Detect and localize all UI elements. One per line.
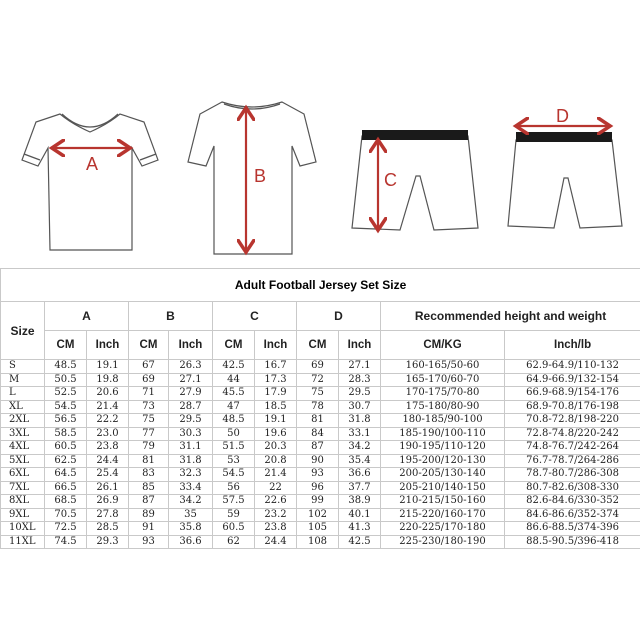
table-cell: 24.4 <box>255 535 297 549</box>
size-cell: 2XL <box>1 414 45 428</box>
table-cell: 17.3 <box>255 373 297 387</box>
table-cell: 36.6 <box>339 468 381 482</box>
table-cell: 66.9-68.9/154-176 <box>505 387 640 401</box>
table-cell: 160-165/50-60 <box>381 360 505 374</box>
table-cell: 48.5 <box>213 414 255 428</box>
table-cell: 85 <box>129 481 169 495</box>
shorts-back-outline <box>508 140 622 228</box>
table-cell: 23.8 <box>255 522 297 536</box>
table-cell: 96 <box>297 481 339 495</box>
jersey-back-figure <box>188 102 316 254</box>
table-cell: 195-200/120-130 <box>381 454 505 468</box>
table-row <box>1 400 640 414</box>
size-cell: 8XL <box>1 495 45 509</box>
table-cell: 50 <box>213 427 255 441</box>
table-cell: 64.5 <box>45 468 87 482</box>
table-cell: 68.5 <box>45 495 87 509</box>
table-cell: 66.5 <box>45 481 87 495</box>
size-cell: 3XL <box>1 427 45 441</box>
table-cell: 31.8 <box>339 414 381 428</box>
table-cell: 70.5 <box>45 508 87 522</box>
size-table <box>0 268 640 549</box>
table-cell: 210-215/150-160 <box>381 495 505 509</box>
table-cell: 225-230/180-190 <box>381 535 505 549</box>
table-cell: 34.2 <box>339 441 381 455</box>
table-cell: 41.3 <box>339 522 381 536</box>
table-cell: 21.4 <box>87 400 129 414</box>
group-header-c: C <box>213 302 297 331</box>
table-cell: 69 <box>129 373 169 387</box>
table-cell: 86.6-88.5/374-396 <box>505 522 640 536</box>
table-cell: 81 <box>297 414 339 428</box>
table-row <box>1 373 640 387</box>
table-cell: 170-175/70-80 <box>381 387 505 401</box>
table-cell: 33.1 <box>339 427 381 441</box>
table-cell: 35 <box>169 508 213 522</box>
table-cell: 32.3 <box>169 468 213 482</box>
table-cell: 175-180/80-90 <box>381 400 505 414</box>
size-cell: 6XL <box>1 468 45 482</box>
sub-header-a-cm: CM <box>45 331 87 360</box>
table-cell: 70.8-72.8/198-220 <box>505 414 640 428</box>
shorts-back-waistband <box>516 132 612 142</box>
table-cell: 22.6 <box>255 495 297 509</box>
sub-header-inch-lb: Inch/lb <box>505 331 640 360</box>
table-cell: 73 <box>129 400 169 414</box>
label-c: C <box>384 170 397 190</box>
shorts-front-figure <box>352 130 478 230</box>
table-cell: 60.5 <box>45 441 87 455</box>
table-cell: 29.3 <box>87 535 129 549</box>
size-column-header: Size <box>1 302 45 360</box>
table-cell: 24.4 <box>87 454 129 468</box>
table-cell: 53 <box>213 454 255 468</box>
table-row <box>1 481 640 495</box>
table-cell: 108 <box>297 535 339 549</box>
table-cell: 27.8 <box>87 508 129 522</box>
table-cell: 36.6 <box>169 535 213 549</box>
table-cell: 52.5 <box>45 387 87 401</box>
table-cell: 19.8 <box>87 373 129 387</box>
size-cell: 5XL <box>1 454 45 468</box>
size-cell: 9XL <box>1 508 45 522</box>
table-cell: 185-190/100-110 <box>381 427 505 441</box>
table-cell: 72.5 <box>45 522 87 536</box>
group-header-a: A <box>45 302 129 331</box>
table-cell: 91 <box>129 522 169 536</box>
table-cell: 37.7 <box>339 481 381 495</box>
table-cell: 90 <box>297 454 339 468</box>
table-cell: 68.9-70.8/176-198 <box>505 400 640 414</box>
table-cell: 27.9 <box>169 387 213 401</box>
measurement-diagrams <box>0 0 640 268</box>
table-cell: 54.5 <box>45 400 87 414</box>
table-cell: 205-210/140-150 <box>381 481 505 495</box>
table-cell: 77 <box>129 427 169 441</box>
table-cell: 26.3 <box>169 360 213 374</box>
table-row <box>1 508 640 522</box>
group-header-b: B <box>129 302 213 331</box>
table-row <box>1 522 640 536</box>
size-cell: S <box>1 360 45 374</box>
table-cell: 62.9-64.9/110-132 <box>505 360 640 374</box>
table-cell: 56 <box>213 481 255 495</box>
table-cell: 27.1 <box>339 360 381 374</box>
table-cell: 30.3 <box>169 427 213 441</box>
table-cell: 19.6 <box>255 427 297 441</box>
label-d: D <box>556 106 569 126</box>
table-cell: 35.4 <box>339 454 381 468</box>
table-cell: 34.2 <box>169 495 213 509</box>
table-cell: 71 <box>129 387 169 401</box>
table-cell: 16.7 <box>255 360 297 374</box>
table-cell: 75 <box>129 414 169 428</box>
table-cell: 18.5 <box>255 400 297 414</box>
shorts-front-outline <box>352 136 478 230</box>
table-cell: 87 <box>129 495 169 509</box>
table-row <box>1 427 640 441</box>
table-cell: 81 <box>129 454 169 468</box>
table-row <box>1 414 640 428</box>
table-cell: 57.5 <box>213 495 255 509</box>
size-cell: 10XL <box>1 522 45 536</box>
table-cell: 19.1 <box>255 414 297 428</box>
table-row <box>1 468 640 482</box>
table-cell: 20.6 <box>87 387 129 401</box>
table-cell: 28.7 <box>169 400 213 414</box>
size-table-body <box>1 360 640 549</box>
sub-header-b-cm: CM <box>129 331 169 360</box>
table-cell: 22 <box>255 481 297 495</box>
table-cell: 58.5 <box>45 427 87 441</box>
table-cell: 93 <box>129 535 169 549</box>
table-cell: 28.5 <box>87 522 129 536</box>
table-cell: 74.8-76.7/242-264 <box>505 441 640 455</box>
table-cell: 25.4 <box>87 468 129 482</box>
size-cell: XL <box>1 400 45 414</box>
table-cell: 40.1 <box>339 508 381 522</box>
size-chart <box>0 268 640 549</box>
label-a: A <box>86 154 99 174</box>
group-header-recommended: Recommended height and weight <box>381 302 640 331</box>
table-cell: 180-185/90-100 <box>381 414 505 428</box>
table-cell: 84 <box>297 427 339 441</box>
table-cell: 51.5 <box>213 441 255 455</box>
table-cell: 42.5 <box>339 535 381 549</box>
size-cell: 7XL <box>1 481 45 495</box>
table-row <box>1 495 640 509</box>
table-cell: 19.1 <box>87 360 129 374</box>
table-cell: 200-205/130-140 <box>381 468 505 482</box>
table-cell: 23.0 <box>87 427 129 441</box>
table-cell: 215-220/160-170 <box>381 508 505 522</box>
table-cell: 105 <box>297 522 339 536</box>
table-cell: 44 <box>213 373 255 387</box>
table-cell: 88.5-90.5/396-418 <box>505 535 640 549</box>
size-cell: L <box>1 387 45 401</box>
table-cell: 89 <box>129 508 169 522</box>
sub-header-a-inch: Inch <box>87 331 129 360</box>
table-row <box>1 535 640 549</box>
table-cell: 48.5 <box>45 360 87 374</box>
table-cell: 72.8-74.8/220-242 <box>505 427 640 441</box>
table-cell: 60.5 <box>213 522 255 536</box>
jersey-back-outline <box>188 102 316 254</box>
sub-header-c-cm: CM <box>213 331 255 360</box>
table-cell: 74.5 <box>45 535 87 549</box>
table-cell: 26.1 <box>87 481 129 495</box>
table-cell: 31.1 <box>169 441 213 455</box>
table-cell: 22.2 <box>87 414 129 428</box>
table-cell: 38.9 <box>339 495 381 509</box>
table-cell: 27.1 <box>169 373 213 387</box>
table-cell: 56.5 <box>45 414 87 428</box>
table-row <box>1 441 640 455</box>
jersey-front-outline <box>22 114 158 250</box>
sub-header-d-cm: CM <box>297 331 339 360</box>
table-cell: 50.5 <box>45 373 87 387</box>
garment-illustrations <box>0 0 640 268</box>
table-cell: 62.5 <box>45 454 87 468</box>
table-cell: 80.7-82.6/308-330 <box>505 481 640 495</box>
table-cell: 33.4 <box>169 481 213 495</box>
table-cell: 23.2 <box>255 508 297 522</box>
sub-header-c-inch: Inch <box>255 331 297 360</box>
table-cell: 87 <box>297 441 339 455</box>
table-cell: 99 <box>297 495 339 509</box>
table-cell: 64.9-66.9/132-154 <box>505 373 640 387</box>
table-cell: 76.7-78.7/264-286 <box>505 454 640 468</box>
table-cell: 69 <box>297 360 339 374</box>
table-cell: 54.5 <box>213 468 255 482</box>
table-cell: 31.8 <box>169 454 213 468</box>
sub-header-d-inch: Inch <box>339 331 381 360</box>
shorts-back-figure <box>508 106 622 228</box>
table-cell: 59 <box>213 508 255 522</box>
table-cell: 83 <box>129 468 169 482</box>
label-b: B <box>254 166 267 186</box>
table-cell: 21.4 <box>255 468 297 482</box>
table-row <box>1 387 640 401</box>
table-cell: 35.8 <box>169 522 213 536</box>
table-title: Adult Football Jersey Set Size <box>1 269 640 302</box>
table-cell: 78.7-80.7/286-308 <box>505 468 640 482</box>
table-cell: 28.3 <box>339 373 381 387</box>
size-cell: M <box>1 373 45 387</box>
table-cell: 75 <box>297 387 339 401</box>
table-cell: 20.8 <box>255 454 297 468</box>
table-cell: 84.6-86.6/352-374 <box>505 508 640 522</box>
table-row <box>1 454 640 468</box>
table-cell: 93 <box>297 468 339 482</box>
sub-header-b-inch: Inch <box>169 331 213 360</box>
table-cell: 67 <box>129 360 169 374</box>
table-cell: 78 <box>297 400 339 414</box>
table-cell: 165-170/60-70 <box>381 373 505 387</box>
shorts-front-waistband <box>362 130 468 140</box>
sub-header-cm-kg: CM/KG <box>381 331 505 360</box>
table-cell: 72 <box>297 373 339 387</box>
group-header-d: D <box>297 302 381 331</box>
table-cell: 42.5 <box>213 360 255 374</box>
table-cell: 26.9 <box>87 495 129 509</box>
table-cell: 79 <box>129 441 169 455</box>
size-cell: 11XL <box>1 535 45 549</box>
table-cell: 82.6-84.6/330-352 <box>505 495 640 509</box>
size-cell: 4XL <box>1 441 45 455</box>
table-cell: 47 <box>213 400 255 414</box>
table-cell: 20.3 <box>255 441 297 455</box>
table-cell: 17.9 <box>255 387 297 401</box>
table-cell: 29.5 <box>339 387 381 401</box>
jersey-front-figure <box>22 114 158 250</box>
table-cell: 30.7 <box>339 400 381 414</box>
table-cell: 45.5 <box>213 387 255 401</box>
table-cell: 29.5 <box>169 414 213 428</box>
table-cell: 62 <box>213 535 255 549</box>
table-cell: 220-225/170-180 <box>381 522 505 536</box>
table-cell: 190-195/110-120 <box>381 441 505 455</box>
table-cell: 23.8 <box>87 441 129 455</box>
table-cell: 102 <box>297 508 339 522</box>
table-row <box>1 360 640 374</box>
